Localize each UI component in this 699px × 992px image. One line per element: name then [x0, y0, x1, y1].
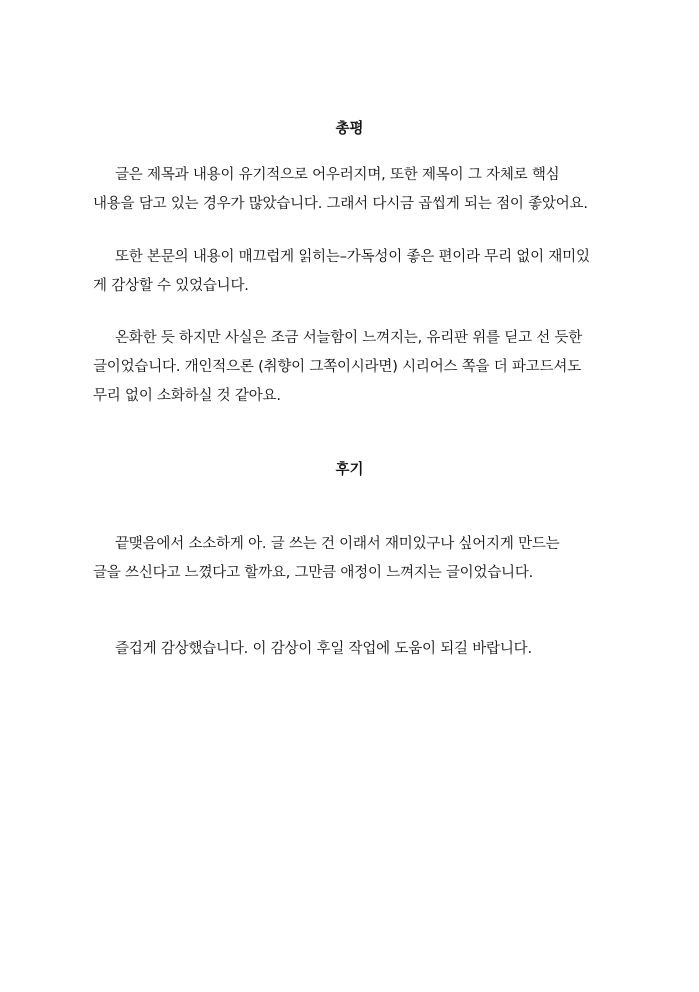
text-line: 글이었습니다. 개인적으론 (취향이 그쪽이시라면) 시리어스 쪽을 더 파고드셔도 — [93, 359, 582, 375]
text-line: 글은 제목과 내용이 유기적으로 어우러지며, 또한 제목이 그 자체로 핵심 — [115, 167, 560, 183]
review-paragraph-3 — [93, 324, 607, 411]
text-line: 내용을 담고 있는 경우가 많았습니다. 그래서 다시금 곱씹게 되는 점이 좋았어요. — [93, 196, 588, 212]
text-line: 온화한 듯 하지만 사실은 조금 서늘함이 느껴지는, 유리판 위를 딛고 선 듯한 — [115, 330, 583, 346]
afterword-paragraph-1 — [93, 530, 607, 588]
review-heading: 총평 — [335, 121, 364, 137]
afterword-heading: 후기 — [335, 462, 364, 478]
review-paragraph-2 — [93, 243, 607, 301]
text-line: 게 감상할 수 있었습니다. — [93, 278, 249, 294]
text-line: 즐겁게 감상했습니다. 이 감상이 후일 작업에 도움이 되길 바랍니다. — [115, 641, 532, 657]
review-paragraph-1 — [93, 161, 607, 219]
text-line: 글을 쓰신다고 느꼈다고 할까요, 그만큼 애정이 느껴지는 글이었습니다. — [93, 565, 534, 581]
text-line: 끝맺음에서 소소하게 아. 글 쓰는 건 이래서 재미있구나 싶어지게 만드는 — [115, 536, 560, 552]
text-line: 또한 본문의 내용이 매끄럽게 읽히는–가독성이 좋은 편이라 무리 없이 재미있 — [115, 249, 590, 265]
text-line: 무리 없이 소화하실 것 같아요. — [93, 388, 281, 404]
afterword-paragraph-2 — [93, 635, 607, 664]
